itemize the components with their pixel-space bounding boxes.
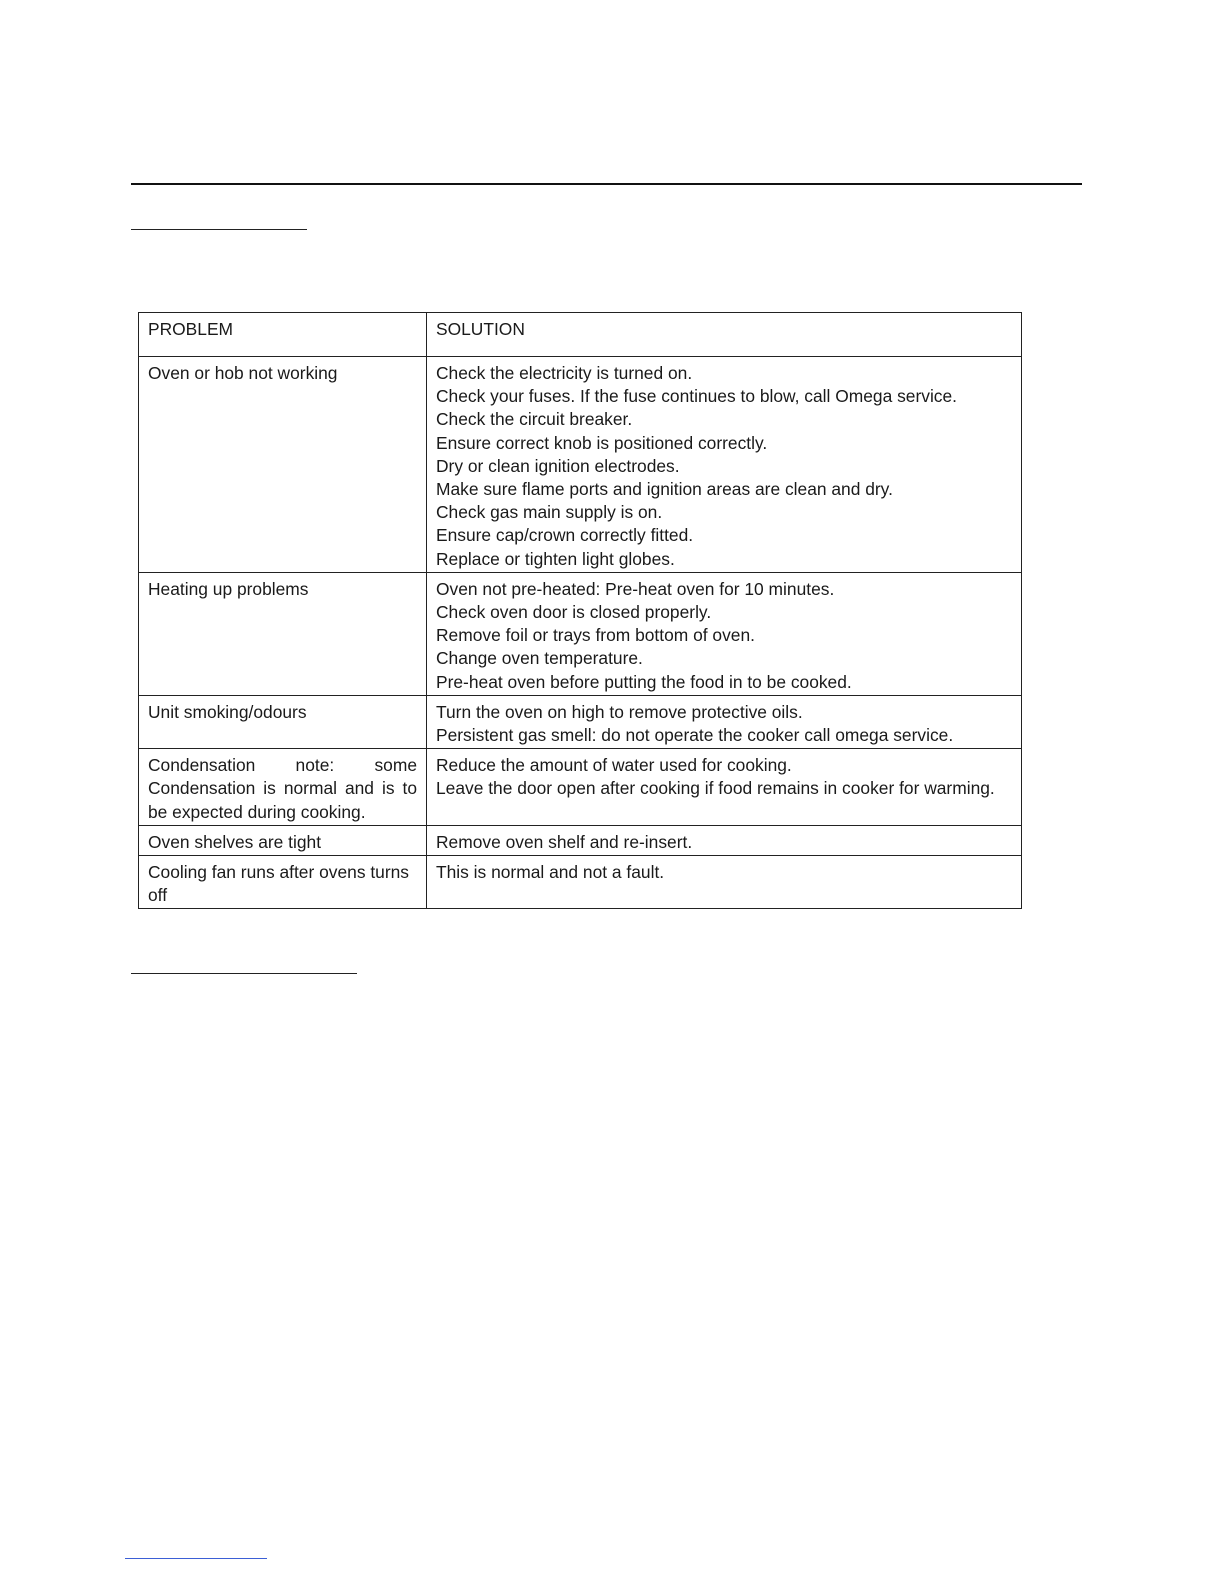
table-row	[139, 825, 1022, 855]
problem-cell: Oven or hob not working	[139, 357, 427, 573]
solution-cell	[427, 825, 1022, 855]
problem-cell: Condensation note: some Condensation is normal and is to be expected during cooking.	[139, 749, 427, 826]
solution-line: Dry or clean ignition electrodes.	[436, 455, 680, 476]
solution-line: Remove oven shelf and re-insert.	[436, 831, 693, 852]
solution-line: Pre-heat oven before putting the food in to be cooked.	[436, 671, 852, 692]
solution-line: Ensure correct knob is positioned correctly.	[436, 432, 768, 453]
section-heading-underline	[131, 229, 307, 230]
solution-line: This is normal and not a fault.	[436, 862, 665, 883]
solution-line: Oven not pre-heated: Pre-heat oven for 10 minutes.	[436, 578, 835, 599]
table-header-row	[139, 313, 1022, 357]
solution-line: Check the circuit breaker.	[436, 409, 633, 430]
solution-cell	[427, 695, 1022, 748]
solution-line: Leave the door open after cooking if food remains in cooker for warming.	[436, 778, 995, 799]
solution-column-header: SOLUTION	[427, 313, 1022, 357]
problem-cell: Oven shelves are tight	[139, 825, 427, 855]
solution-line: Check the electricity is turned on.	[436, 363, 693, 383]
solution-line: Check your fuses. If the fuse continues to blow, call Omega service.	[436, 386, 958, 407]
top-horizontal-rule	[131, 183, 1082, 185]
solution-line: Reduce the amount of water used for cooking.	[436, 755, 792, 776]
problem-cell: Unit smoking/odours	[139, 695, 427, 748]
solution-line: Make sure flame ports and ignition areas are clean and dry.	[436, 479, 893, 500]
problem-column-header: PROBLEM	[139, 313, 427, 357]
solution-cell	[427, 749, 1022, 826]
solution-line: Remove foil or trays from bottom of oven.	[436, 625, 755, 646]
problem-cell: Cooling fan runs after ovens turns off	[139, 856, 427, 909]
solution-line: Persistent gas smell: do not operate the cooker call omega service.	[436, 725, 954, 746]
troubleshooting-table	[138, 312, 1022, 909]
table-row	[139, 749, 1022, 826]
table-row	[139, 357, 1022, 573]
solution-line: Replace or tighten light globes.	[436, 548, 675, 569]
solution-line: Check gas main supply is on.	[436, 502, 663, 523]
problem-cell: Heating up problems	[139, 572, 427, 695]
solution-cell	[427, 357, 1022, 573]
solution-line: Ensure cap/crown correctly fitted.	[436, 525, 694, 546]
solution-line: Turn the oven on high to remove protective oils.	[436, 701, 803, 722]
table-row	[139, 856, 1022, 909]
footer-link-underline	[125, 1558, 267, 1559]
solution-line: Change oven temperature.	[436, 648, 643, 669]
solution-line: Check oven door is closed properly.	[436, 602, 712, 623]
table-row	[139, 695, 1022, 748]
solution-cell	[427, 856, 1022, 909]
table-row	[139, 572, 1022, 695]
section-heading-underline	[131, 973, 357, 974]
solution-cell	[427, 572, 1022, 695]
